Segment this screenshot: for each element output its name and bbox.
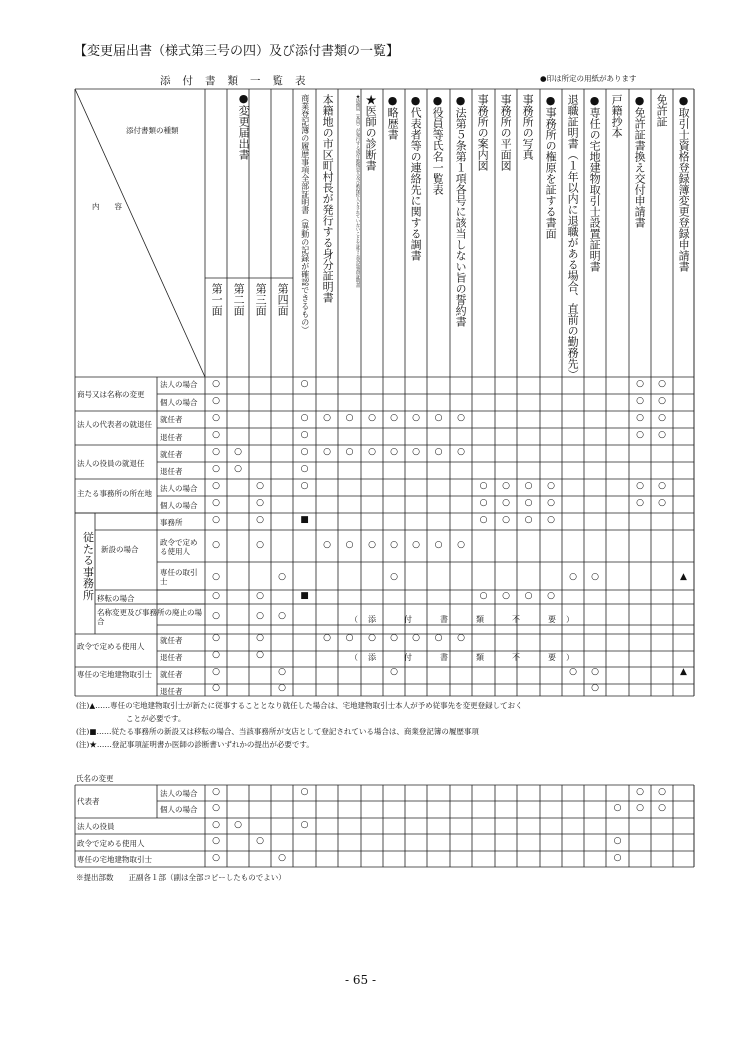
circle-mark: ○ xyxy=(524,515,533,525)
circle-mark: ○ xyxy=(256,633,264,643)
circle-mark: ○ xyxy=(502,515,510,525)
circle-mark: ○ xyxy=(212,540,220,550)
circle-mark: ○ xyxy=(434,633,443,643)
sub-label-appointed: 就任者 xyxy=(160,636,183,645)
circle-mark: ○ xyxy=(345,413,354,423)
circle-mark: ○ xyxy=(636,413,644,423)
circle-mark: ○ xyxy=(412,447,420,457)
col-header-retirement-cert: 退職証明書（１年以内に退職がある場合、直前の勤務先） xyxy=(566,94,580,380)
circle-mark: ○ xyxy=(390,540,398,550)
circle-mark: ○ xyxy=(524,498,533,508)
circle-mark: ○ xyxy=(212,836,220,846)
circle-mark: ○ xyxy=(212,803,220,813)
circle-mark: ○ xyxy=(323,540,331,550)
no-docs-note: （添 付 書 類 不 要） xyxy=(350,615,584,624)
row-label-relocation: 移転の場合 xyxy=(97,594,135,603)
name-row-agent: 専任の宅地建物取引士 xyxy=(77,855,152,864)
sub-label-appointed: 就任者 xyxy=(160,450,183,459)
circle-mark: ○ xyxy=(434,540,443,550)
circle-mark: ○ xyxy=(658,498,666,508)
circle-mark: ○ xyxy=(658,787,666,797)
name-change-title: 氏名の変更 xyxy=(76,774,114,783)
circle-mark: ○ xyxy=(234,820,242,830)
circle-mark: ○ xyxy=(547,515,555,525)
circle-mark: ○ xyxy=(300,820,309,830)
circle-mark: ○ xyxy=(434,413,443,423)
circle-mark: ○ xyxy=(278,572,286,582)
col-header-office-title: ●事務所の権原を証する書面 xyxy=(544,94,558,239)
circle-mark: ○ xyxy=(256,540,264,550)
circle-mark: ○ xyxy=(636,430,644,440)
circle-mark: ○ xyxy=(212,498,220,508)
circle-mark: ○ xyxy=(658,379,666,389)
circle-mark: ○ xyxy=(547,498,555,508)
row-label-rep-change: 法人の代表者の就退任 xyxy=(77,420,152,429)
circle-mark: ○ xyxy=(300,464,309,474)
row-label-sub-office: 従たる事務所 xyxy=(83,531,94,602)
circle-mark: ○ xyxy=(412,633,420,643)
row-label-main-office: 主たる事務所の所在地 xyxy=(77,489,152,498)
circle-mark: ○ xyxy=(658,481,666,491)
change-form-header: ●変更届出書 xyxy=(237,92,251,160)
circle-mark: ○ xyxy=(502,591,510,601)
change-form-side-4: 第四面 xyxy=(276,283,290,316)
col-header-agent-cert: ●専任の宅地建物取引士設置証明書 xyxy=(588,94,602,272)
circle-mark: ○ xyxy=(212,650,220,660)
circle-mark: ○ xyxy=(345,633,354,643)
triangle-mark: ▲ xyxy=(680,667,687,677)
circle-mark: ○ xyxy=(278,683,286,693)
corner-content-label: 内 容 xyxy=(92,202,122,211)
circle-mark: ○ xyxy=(613,836,622,846)
circle-mark: ○ xyxy=(212,413,220,423)
col-header-medical-cert: ★医師の診断書 xyxy=(364,94,378,171)
square-mark: ■ xyxy=(300,515,309,525)
circle-mark: ○ xyxy=(278,667,286,677)
circle-mark: ○ xyxy=(658,413,666,423)
col-header-family-register: 戸籍抄本 xyxy=(610,94,624,138)
circle-mark: ○ xyxy=(547,481,555,491)
circle-mark: ○ xyxy=(368,540,376,550)
circle-mark: ○ xyxy=(502,498,510,508)
circle-mark: ○ xyxy=(323,447,331,457)
sub-label-retired: 退任者 xyxy=(160,467,183,476)
circle-mark: ○ xyxy=(591,667,599,677)
circle-mark: ○ xyxy=(569,667,577,677)
sub-label-retired: 退任者 xyxy=(160,433,183,442)
circle-mark: ○ xyxy=(524,481,533,491)
circle-mark: ○ xyxy=(502,481,510,491)
circle-mark: ○ xyxy=(212,611,220,621)
circle-mark: ○ xyxy=(256,591,264,601)
circle-mark: ○ xyxy=(658,430,666,440)
row-label-new-office: 新設の場合 xyxy=(101,545,139,554)
row-label-dedicated-agent: 専任の宅地建物取引士 xyxy=(77,670,152,679)
circle-mark: ○ xyxy=(390,447,398,457)
circle-mark: ○ xyxy=(412,540,420,550)
list-title: 添付書類一覧表 xyxy=(160,75,318,87)
circle-mark: ○ xyxy=(212,572,220,582)
name-row-representative: 代表者 xyxy=(77,797,100,806)
note-star: (注)★……登記事項証明書か医師の診断書いずれかの提出が必要です。 xyxy=(76,740,314,749)
col-header-registry-cert: ★法務局（本局）が発行する成年被後見人及び被保佐人とされていないことを証する登記事項証明書 xyxy=(355,94,360,288)
circle-mark: ○ xyxy=(212,379,220,389)
sub-label-indiv: 個人の場合 xyxy=(160,398,198,407)
circle-mark: ○ xyxy=(412,413,420,423)
circle-mark: ○ xyxy=(212,591,220,601)
circle-mark: ○ xyxy=(256,515,264,525)
circle-mark: ○ xyxy=(212,683,220,693)
circle-mark: ○ xyxy=(256,498,264,508)
circle-mark: ○ xyxy=(368,633,376,643)
col-header-oath: ●法第５条第１項各号に該当しない旨の誓約書 xyxy=(454,94,468,327)
change-form-side-1: 第一面 xyxy=(210,283,224,316)
col-header-officer-list: ●役員等氏名一覧表 xyxy=(431,94,445,195)
name-row-officer: 法人の役員 xyxy=(77,822,115,831)
sub-label-corp: 法人の場合 xyxy=(160,789,198,798)
note-triangle-cont: ことが必要です。 xyxy=(126,714,186,723)
document-title: 【変更届出書（様式第三号の四）及び添付書類の一覧】 xyxy=(74,44,400,59)
circle-mark: ○ xyxy=(212,853,220,863)
submission-note: ※提出部数 正副各１部（副は全部コピーしたものでよい） xyxy=(76,873,286,882)
sub-label-indiv: 個人の場合 xyxy=(160,805,198,814)
no-docs-note: （添 付 書 類 不 要） xyxy=(350,653,584,662)
circle-mark: ○ xyxy=(256,611,264,621)
circle-mark: ○ xyxy=(479,498,488,508)
note-square: (注)■……従たる事務所の新設又は移転の場合、当該事務所が支店として登記されている場合は、商業登記簿の履歴事項 xyxy=(76,727,479,736)
circle-mark: ○ xyxy=(636,481,644,491)
circle-mark: ○ xyxy=(479,481,488,491)
circle-mark: ○ xyxy=(323,633,331,643)
circle-mark: ○ xyxy=(300,430,309,440)
col-header-identity-cert: 本籍地の市区町村長が発行する身分証明書 xyxy=(321,94,335,303)
circle-mark: ○ xyxy=(234,464,242,474)
circle-mark: ○ xyxy=(256,650,264,660)
circle-mark: ○ xyxy=(613,803,622,813)
circle-mark: ○ xyxy=(278,853,286,863)
corner-kinds-label: 添付書類の種類 xyxy=(126,126,179,135)
circle-mark: ○ xyxy=(212,787,220,797)
circle-mark: ○ xyxy=(390,667,398,677)
circle-mark: ○ xyxy=(479,591,488,601)
col-header-floor-plan: 事務所の平面図 xyxy=(499,94,513,171)
circle-mark: ○ xyxy=(569,572,577,582)
circle-mark: ○ xyxy=(658,396,666,406)
circle-mark: ○ xyxy=(256,481,264,491)
circle-mark: ○ xyxy=(212,396,220,406)
circle-mark: ○ xyxy=(368,447,376,457)
circle-mark: ○ xyxy=(300,481,309,491)
circle-mark: ○ xyxy=(524,591,533,601)
circle-mark: ○ xyxy=(613,853,622,863)
circle-mark: ○ xyxy=(390,633,398,643)
circle-mark: ○ xyxy=(658,803,666,813)
sub-label-appointed: 就任者 xyxy=(160,415,183,424)
circle-mark: ○ xyxy=(368,413,376,423)
circle-mark: ○ xyxy=(547,591,555,601)
circle-mark: ○ xyxy=(434,447,443,457)
row-label-ordinance-user: 政令で定める使用人 xyxy=(77,642,145,651)
circle-mark: ○ xyxy=(591,683,599,693)
circle-mark: ○ xyxy=(390,572,398,582)
circle-mark: ○ xyxy=(323,413,331,423)
circle-mark: ○ xyxy=(345,540,354,550)
sub-label-agent: 専任の取引士 xyxy=(160,568,198,586)
change-form-side-3: 第三面 xyxy=(254,283,268,316)
circle-mark: ○ xyxy=(300,413,309,423)
circle-mark: ○ xyxy=(345,447,354,457)
change-form-side-2: 第二面 xyxy=(232,283,246,316)
page-number: - 65 - xyxy=(345,973,377,987)
circle-mark: ○ xyxy=(212,820,220,830)
circle-mark: ○ xyxy=(212,633,220,643)
note-triangle: (注)▲……専任の宅地建物取引士が新たに従事することとなり就任した場合は、宅地建物取引士本人が予め従事先を変更登録しておく xyxy=(76,701,523,710)
sub-label-corp: 法人の場合 xyxy=(160,484,198,493)
circle-mark: ○ xyxy=(212,667,220,677)
circle-mark: ○ xyxy=(457,447,465,457)
circle-mark: ○ xyxy=(212,447,220,457)
col-header-commercial-registry: 商業登記簿の履歴事項全部証明書（異動の記録が確認できるもの） xyxy=(300,94,310,334)
circle-mark: ○ xyxy=(212,481,220,491)
col-header-license-reissue: ●免許証書換え交付申請書 xyxy=(633,94,647,228)
circle-mark: ○ xyxy=(256,836,264,846)
col-header-license: 免許証 xyxy=(655,94,669,127)
square-mark: ■ xyxy=(300,591,309,601)
sub-label-indiv: 個人の場合 xyxy=(160,501,198,510)
circle-mark: ○ xyxy=(212,515,220,525)
triangle-mark: ▲ xyxy=(680,572,687,582)
col-header-agent-registration: ●取引士資格登録簿変更登録申請書 xyxy=(677,94,691,272)
circle-mark: ○ xyxy=(212,430,220,440)
sub-label-office: 事務所 xyxy=(160,518,183,527)
row-label-officer-change: 法人の役員の就退任 xyxy=(77,459,145,468)
circle-mark: ○ xyxy=(300,379,309,389)
circle-mark: ○ xyxy=(390,413,398,423)
sub-label-retired: 退任者 xyxy=(160,653,183,662)
circle-mark: ○ xyxy=(457,540,465,550)
sub-label-ordinance-user: 政令で定める使用人 xyxy=(160,538,198,556)
sub-label-appointed: 就任者 xyxy=(160,670,183,679)
col-header-office-map: 事務所の案内図 xyxy=(476,94,490,171)
circle-mark: ○ xyxy=(636,803,644,813)
circle-mark: ○ xyxy=(300,447,309,457)
row-label-trade-name: 商号又は名称の変更 xyxy=(77,390,145,399)
circle-mark: ○ xyxy=(457,633,465,643)
circle-mark: ○ xyxy=(636,787,644,797)
circle-mark: ○ xyxy=(212,464,220,474)
col-header-office-photo: 事務所の写真 xyxy=(521,94,535,160)
circle-mark: ○ xyxy=(636,498,644,508)
col-header-contact-record: ●代表者等の連絡先に関する調書 xyxy=(409,94,423,261)
circle-mark: ○ xyxy=(457,413,465,423)
sub-label-corp: 法人の場合 xyxy=(160,380,198,389)
row-label-rename-close: 名称変更及び事務所の廃止の場合 xyxy=(97,608,202,626)
name-row-ordinance-user: 政令で定める使用人 xyxy=(77,839,145,848)
circle-mark: ○ xyxy=(234,447,242,457)
circle-mark: ○ xyxy=(636,379,644,389)
sub-label-retired: 退任者 xyxy=(160,687,183,696)
circle-mark: ○ xyxy=(636,396,644,406)
circle-mark: ○ xyxy=(479,515,488,525)
circle-mark: ○ xyxy=(591,572,599,582)
col-header-resume: ●略歴書 xyxy=(386,94,400,140)
circle-mark: ○ xyxy=(278,611,286,621)
legend-note: ●印は所定の用紙があります xyxy=(540,74,637,83)
circle-mark: ○ xyxy=(300,787,309,797)
